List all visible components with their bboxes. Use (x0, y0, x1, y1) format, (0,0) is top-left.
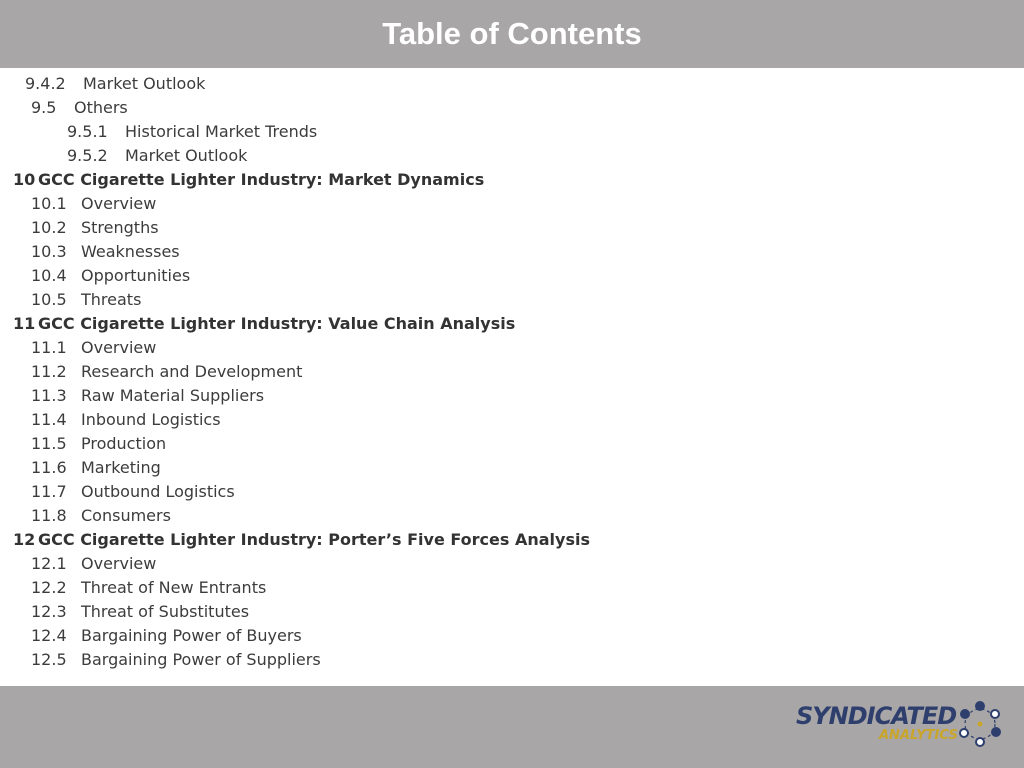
toc-number: 10.4 (31, 266, 67, 285)
toc-label: GCC Cigarette Lighter Industry: Porter’s Five Forces Analysis (38, 530, 590, 549)
toc-label: Consumers (81, 506, 171, 525)
toc-number: 9.5.1 (67, 122, 108, 141)
toc-number: 9.5.2 (67, 146, 108, 165)
toc-label: Market Outlook (125, 146, 248, 165)
toc-entry[interactable] (0, 144, 1024, 168)
toc-number: 12.1 (31, 554, 67, 573)
toc-label: Threats (81, 290, 142, 309)
toc-number: 10.1 (31, 194, 67, 213)
toc-label: Weaknesses (81, 242, 180, 261)
toc-label: Opportunities (81, 266, 191, 285)
toc-number: 10.2 (31, 218, 67, 237)
toc-entry[interactable] (0, 648, 1024, 672)
toc-label: GCC Cigarette Lighter Industry: Value Chain Analysis (38, 314, 516, 333)
toc-entry[interactable] (0, 480, 1024, 504)
toc-chapter-heading[interactable] (0, 168, 1024, 192)
toc-number: 9.5 (31, 98, 57, 117)
toc-entry[interactable] (0, 552, 1024, 576)
title-bar (0, 0, 1024, 68)
toc-label: Threat of New Entrants (81, 578, 267, 597)
toc-chapter-heading[interactable] (0, 528, 1024, 552)
toc-number: 11.6 (31, 458, 67, 477)
toc-label: Overview (81, 194, 157, 213)
toc-number: 9.4.2 (25, 74, 66, 93)
toc-label: Marketing (81, 458, 161, 477)
toc-label: Inbound Logistics (81, 410, 221, 429)
toc-label: Market Outlook (83, 74, 206, 93)
toc-entry[interactable] (0, 192, 1024, 216)
toc-label: Others (74, 98, 128, 117)
toc-number: 11.7 (31, 482, 67, 501)
toc-number: 11.5 (31, 434, 67, 453)
toc-number: 10.3 (31, 242, 67, 261)
toc-entry[interactable] (0, 336, 1024, 360)
toc-label: Raw Material Suppliers (81, 386, 265, 405)
toc-label: Outbound Logistics (81, 482, 235, 501)
toc-entry[interactable] (0, 384, 1024, 408)
toc-label: GCC Cigarette Lighter Industry: Market Dynamics (38, 170, 485, 189)
logo-wordmark-top: SYNDICATED (796, 702, 957, 730)
toc-entry[interactable] (0, 264, 1024, 288)
toc-number: 10.5 (31, 290, 67, 309)
logo-wordmark-bottom: ANALYTICS (879, 728, 958, 743)
toc-label: Bargaining Power of Suppliers (81, 650, 321, 669)
toc-label: Production (81, 434, 167, 453)
toc-chapter-heading[interactable] (0, 312, 1024, 336)
page-title: Table of Contents (382, 15, 642, 51)
toc-number: 11.1 (31, 338, 67, 357)
company-logo (793, 700, 1005, 752)
toc-number: 11 (13, 314, 36, 333)
toc-entry[interactable] (0, 576, 1024, 600)
toc-number: 12.5 (31, 650, 67, 669)
toc-number: 11.2 (31, 362, 67, 381)
toc-entry[interactable] (0, 120, 1024, 144)
toc-number: 12.4 (31, 626, 67, 645)
toc-number: 11.4 (31, 410, 67, 429)
toc-entry[interactable] (0, 96, 1024, 120)
toc-number: 12 (13, 530, 36, 549)
table-of-contents (0, 72, 1024, 672)
toc-entry[interactable] (0, 240, 1024, 264)
toc-label: Historical Market Trends (125, 122, 318, 141)
toc-entry[interactable] (0, 288, 1024, 312)
toc-label: Strengths (81, 218, 159, 237)
toc-label: Overview (81, 554, 157, 573)
toc-entry[interactable] (0, 456, 1024, 480)
toc-number: 11.8 (31, 506, 67, 525)
toc-entry[interactable] (0, 408, 1024, 432)
toc-number: 11.3 (31, 386, 67, 405)
toc-entry[interactable] (0, 600, 1024, 624)
toc-number: 12.3 (31, 602, 67, 621)
toc-label: Bargaining Power of Buyers (81, 626, 302, 645)
toc-number: 10 (13, 170, 36, 189)
molecule-ring-icon (957, 700, 1003, 748)
toc-label: Research and Development (81, 362, 303, 381)
toc-label: Threat of Substitutes (81, 602, 250, 621)
toc-entry[interactable] (0, 432, 1024, 456)
toc-entry[interactable] (0, 624, 1024, 648)
toc-entry[interactable] (0, 504, 1024, 528)
toc-entry[interactable] (0, 72, 1024, 96)
toc-label: Overview (81, 338, 157, 357)
toc-entry[interactable] (0, 216, 1024, 240)
toc-number: 12.2 (31, 578, 67, 597)
toc-entry[interactable] (0, 360, 1024, 384)
